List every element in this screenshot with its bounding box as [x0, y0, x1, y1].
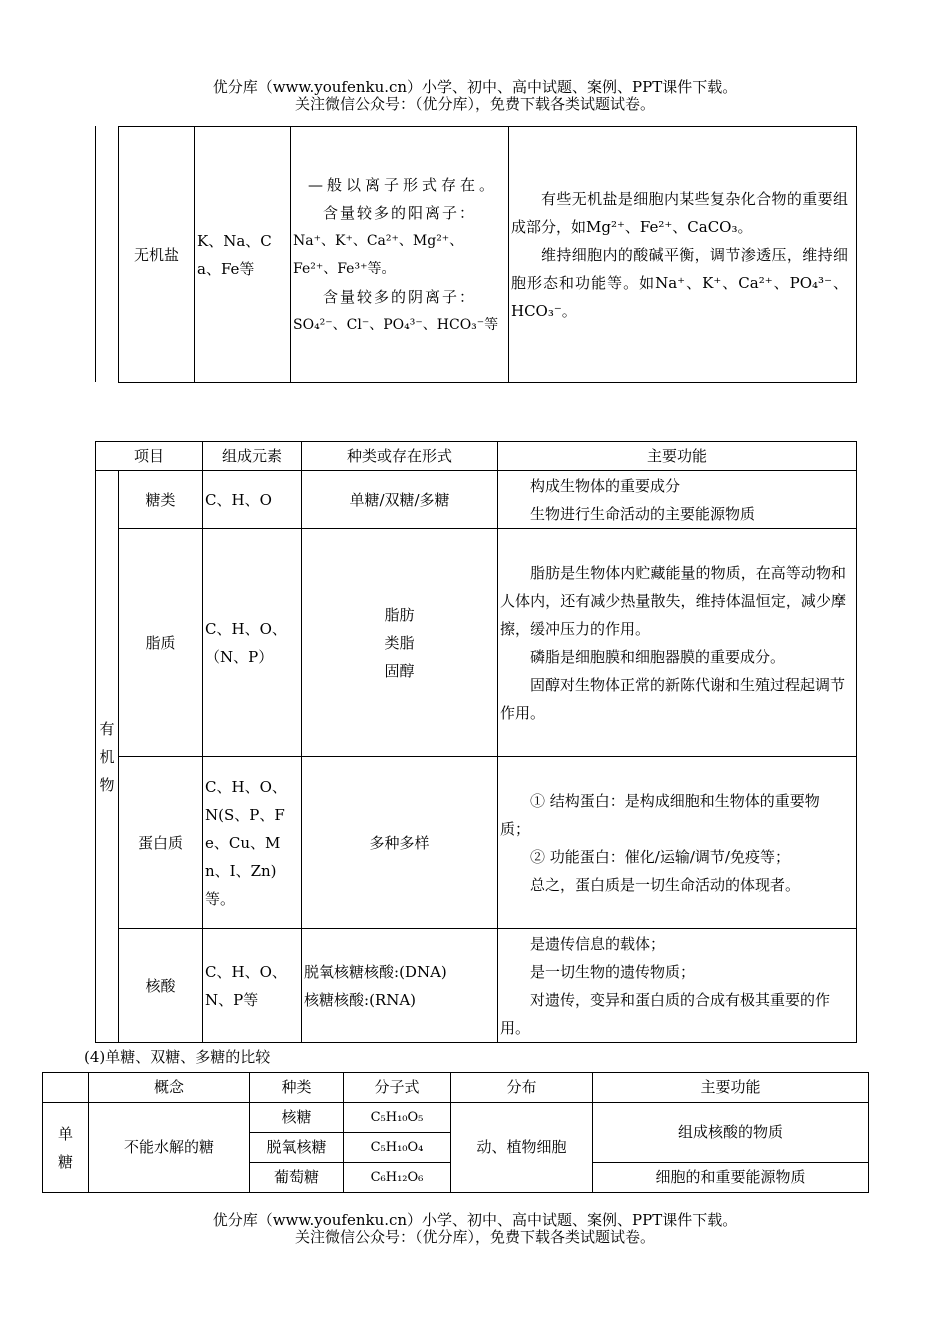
sugar-function-2: 生物进行生命活动的主要能源物质 — [530, 504, 756, 523]
function-energy-source: 细胞的和重要能源物质 — [593, 1163, 869, 1193]
organic-group-text: 有机物 — [99, 719, 115, 794]
header-elements: 组成元素 — [203, 442, 302, 471]
function-p2: 维持细胞内的酸碱平衡，调节渗透压，维持细胞形态和功能等。如Na⁺、K⁺、Ca²⁺、PO₄³⁻、HCO₃⁻。 — [511, 245, 848, 320]
kind-deoxyribose: 脱氧核糖 — [250, 1133, 344, 1163]
anions-list: SO₄²⁻、Cl⁻、PO₄³⁻、HCO₃⁻等 — [293, 316, 499, 333]
cations-title: 含量较多的阳离子： — [323, 203, 477, 222]
nucleic-form-1: 脱氧核糖核酸:(DNA) — [304, 962, 447, 981]
lipid-function-2: 磷脂是细胞膜和细胞器膜的重要成分。 — [530, 647, 786, 666]
footer-line-2: 关注微信公众号：（优分库），免费下载各类试题试卷。 — [294, 1228, 655, 1246]
row-protein-functions — [498, 757, 857, 929]
protein-function-1: ① 结构蛋白：是构成细胞和生物体的重要物质； — [500, 791, 820, 838]
anions-title: 含量较多的阴离子： — [323, 287, 477, 306]
row-lipid-functions — [498, 529, 857, 757]
lipid-form-2: 类脂 — [384, 633, 415, 652]
monosaccharide-group — [43, 1103, 89, 1193]
lipid-function-3: 固醇对生物体正常的新陈代谢和生殖过程起调节作用。 — [500, 675, 846, 722]
cmp-header-formula: 分子式 — [344, 1073, 451, 1103]
function-nucleic-component: 组成核酸的物质 — [593, 1103, 869, 1163]
footer-line-1: 优分库（www.youfenku.cn）小学、初中、高中试题、案例、PPT课件下载。 — [212, 1211, 738, 1229]
row-lipid-elements: C、H、O、（N、P） — [203, 529, 302, 757]
header-functions: 主要功能 — [498, 442, 857, 471]
row-sugar-elements: C、H、O — [203, 471, 302, 529]
monosaccharide-distribution: 动、植物细胞 — [451, 1103, 593, 1193]
cmp-header-blank — [43, 1073, 89, 1103]
nucleic-form-2: 核糖核酸:(RNA) — [304, 990, 417, 1009]
row-sugar-functions — [498, 471, 857, 529]
row-protein-elements: C、H、O、N(S、P、Fe、Cu、Mn、I、Zn)等。 — [203, 757, 302, 929]
protein-function-2: ② 功能蛋白：催化/运输/调节/免疫等； — [530, 847, 790, 866]
cmp-header-distribution: 分布 — [451, 1073, 593, 1103]
protein-function-3: 总之，蛋白质是一切生命活动的体现者。 — [530, 875, 801, 894]
page-footer — [0, 1212, 950, 1246]
kind-ribose: 核糖 — [250, 1103, 344, 1133]
row-nucleic-functions — [498, 929, 857, 1043]
sugar-comparison-table — [42, 1072, 869, 1193]
organic-group-label — [96, 471, 119, 1043]
lipid-form-3: 固醇 — [384, 661, 415, 680]
row-sugar-forms: 单糖/双糖/多糖 — [302, 471, 498, 529]
cmp-header-concept: 概念 — [89, 1073, 250, 1103]
formula-deoxyribose: C₅H₁₀O₄ — [344, 1133, 451, 1163]
forms-intro: —般以离子形式存在。 — [308, 175, 499, 194]
cmp-header-kind: 种类 — [250, 1073, 344, 1103]
page-header — [0, 79, 950, 113]
function-p1: 有些无机盐是细胞内某些复杂化合物的重要组成部分，如Mg²⁺、Fe²⁺、CaCO₃。 — [511, 189, 848, 236]
sugar-function-1: 构成生物体的重要成分 — [530, 476, 681, 495]
organic-compounds-table — [95, 441, 857, 1043]
section4-caption: (4)单糖、双糖、多糖的比较 — [84, 1048, 271, 1066]
formula-glucose: C₆H₁₂O₆ — [344, 1163, 451, 1193]
row-lipid-item: 脂质 — [119, 529, 203, 757]
kind-glucose: 葡萄糖 — [250, 1163, 344, 1193]
nucleic-function-2: 是一切生物的遗传物质； — [530, 962, 696, 981]
row-sugar-item: 糖类 — [119, 471, 203, 529]
item-inorganic-salt: 无机盐 — [119, 127, 195, 383]
header-line-2: 关注微信公众号：（优分库），免费下载各类试题试卷。 — [294, 95, 655, 113]
header-forms: 种类或存在形式 — [302, 442, 498, 471]
nucleic-function-1: 是遗传信息的载体； — [530, 934, 666, 953]
inorganic-salt-table — [118, 126, 857, 383]
inorganic-functions — [509, 127, 857, 383]
cmp-header-function: 主要功能 — [593, 1073, 869, 1103]
monosaccharide-group-text: 单糖 — [58, 1124, 74, 1171]
nucleic-function-3: 对遗传，变异和蛋白质的合成有极其重要的作用。 — [500, 990, 831, 1037]
inorganic-forms — [291, 127, 509, 383]
lipid-function-1: 脂肪是生物体内贮藏能量的物质，在高等动物和人体内，还有减少热量散失，维持体温恒定，减少摩擦，缓冲压力的作用。 — [500, 563, 847, 638]
row-protein-forms: 多种多样 — [302, 757, 498, 929]
row-nucleic-item: 核酸 — [119, 929, 203, 1043]
header-line-1: 优分库（www.youfenku.cn）小学、初中、高中试题、案例、PPT课件下载。 — [212, 78, 738, 96]
formula-ribose: C₅H₁₀O₅ — [344, 1103, 451, 1133]
lipid-form-1: 脂肪 — [384, 605, 415, 624]
cations-list: Na⁺、K⁺、Ca²⁺、Mg²⁺、Fe²⁺、Fe³⁺等。 — [293, 232, 464, 277]
header-item: 项目 — [96, 442, 203, 471]
row-nucleic-elements: C、H、O、N、P等 — [203, 929, 302, 1043]
row-protein-item: 蛋白质 — [119, 757, 203, 929]
monosaccharide-concept: 不能水解的糖 — [89, 1103, 250, 1193]
row-lipid-forms — [302, 529, 498, 757]
row-nucleic-forms — [302, 929, 498, 1043]
inorganic-elements: K、Na、Ca、Fe等 — [195, 127, 291, 383]
table1-left-rule — [95, 126, 96, 382]
